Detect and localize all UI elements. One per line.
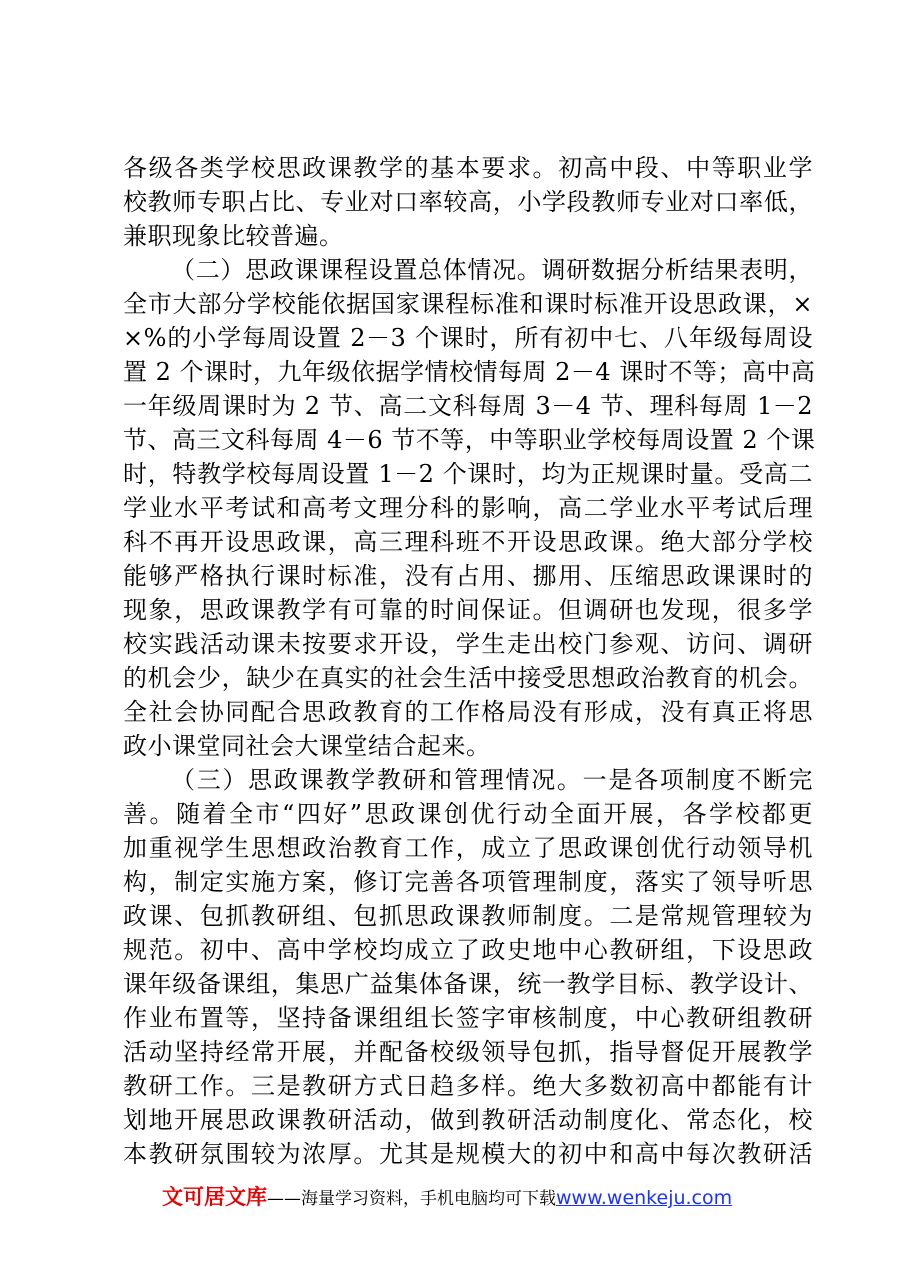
text-line: 规范。初中、高中学校均成立了政史地中心教研组，下设思政 [123, 936, 813, 964]
text-line: 构，制定实施方案，修订完善各项管理制度，落实了领导听思 [123, 868, 813, 896]
text-line: 学业水平考试和高考文理分科的影响，高二学业水平考试后理 [123, 494, 813, 522]
footer-banner [162, 1182, 732, 1212]
text-line: 加重视学生思想政治教育工作，成立了思政课创优行动领导机 [123, 834, 813, 862]
text-line: 政小课堂同社会大课堂结合起来。 [123, 732, 491, 760]
text-line: 划地开展思政课教研活动，做到教研活动制度化、常态化，校 [123, 1106, 813, 1134]
text-line: 能够严格执行课时标准，没有占用、挪用、压缩思政课课时的 [123, 562, 813, 590]
footer-tagline: ——海量学习资料，手机电脑均可下载 [267, 1189, 556, 1209]
text-line: 现象，思政课教学有可靠的时间保证。但调研也发现，很多学 [123, 596, 813, 624]
text-line: 政课、包抓教研组、包抓思政课教师制度。二是常规管理较为 [123, 902, 813, 930]
text-line: 校教师专职占比、专业对口率较高，小学段教师专业对口率低， [123, 188, 813, 216]
text-line: ×%的小学每周设置 2－3 个课时，所有初中七、八年级每周设 [123, 324, 813, 352]
text-line: 一年级周课时为 2 节、高二文科每周 3－4 节、理科每周 1－2 [123, 392, 813, 420]
footer-link[interactable]: www.wenkeju.com [556, 1187, 733, 1209]
section-heading-line: （二）思政课课程设置总体情况。调研数据分析结果表明， [171, 256, 813, 284]
text-line: 全社会协同配合思政教育的工作格局没有形成，没有真正将思 [123, 698, 813, 726]
section-heading-line: （三）思政课教学教研和管理情况。一是各项制度不断完 [171, 766, 813, 794]
text-line: 时，特教学校每周设置 1－2 个课时，均为正规课时量。受高二 [123, 460, 813, 488]
text-line: 节、高三文科每周 4－6 节不等，中等职业学校每周设置 2 个课 [123, 426, 816, 454]
text-line: 校实践活动课未按要求开设，学生走出校门参观、访问、调研 [123, 630, 813, 658]
text-line: 课年级备课组，集思广益集体备课，统一教学目标、教学设计、 [123, 970, 813, 998]
text-line: 各级各类学校思政课教学的基本要求。初高中段、中等职业学 [123, 154, 813, 182]
text-line: 科不再开设思政课，高三理科班不开设思政课。绝大部分学校 [123, 528, 813, 556]
text-line: 的机会少，缺少在真实的社会生活中接受思想政治教育的机会。 [123, 664, 813, 692]
text-line: 活动坚持经常开展，并配备校级领导包抓，指导督促开展教学 [123, 1038, 813, 1066]
text-line: 教研工作。三是教研方式日趋多样。绝大多数初高中都能有计 [123, 1072, 813, 1100]
text-line: 本教研氛围较为浓厚。尤其是规模大的初中和高中每次教研活 [123, 1140, 813, 1168]
text-line: 兼职现象比较普遍。 [123, 222, 344, 250]
text-line: 置 2 个课时，九年级依据学情校情每周 2－4 课时不等；高中高 [123, 358, 816, 386]
text-line: 作业布置等，坚持备课组组长签字审核制度，中心教研组教研 [123, 1004, 813, 1032]
text-line: 全市大部分学校能依据国家课程标准和课时标准开设思政课，× [123, 290, 813, 318]
footer-brand: 文可居文库 [162, 1185, 267, 1209]
text-line: 善。随着全市“四好”思政课创优行动全面开展，各学校都更 [123, 800, 813, 828]
